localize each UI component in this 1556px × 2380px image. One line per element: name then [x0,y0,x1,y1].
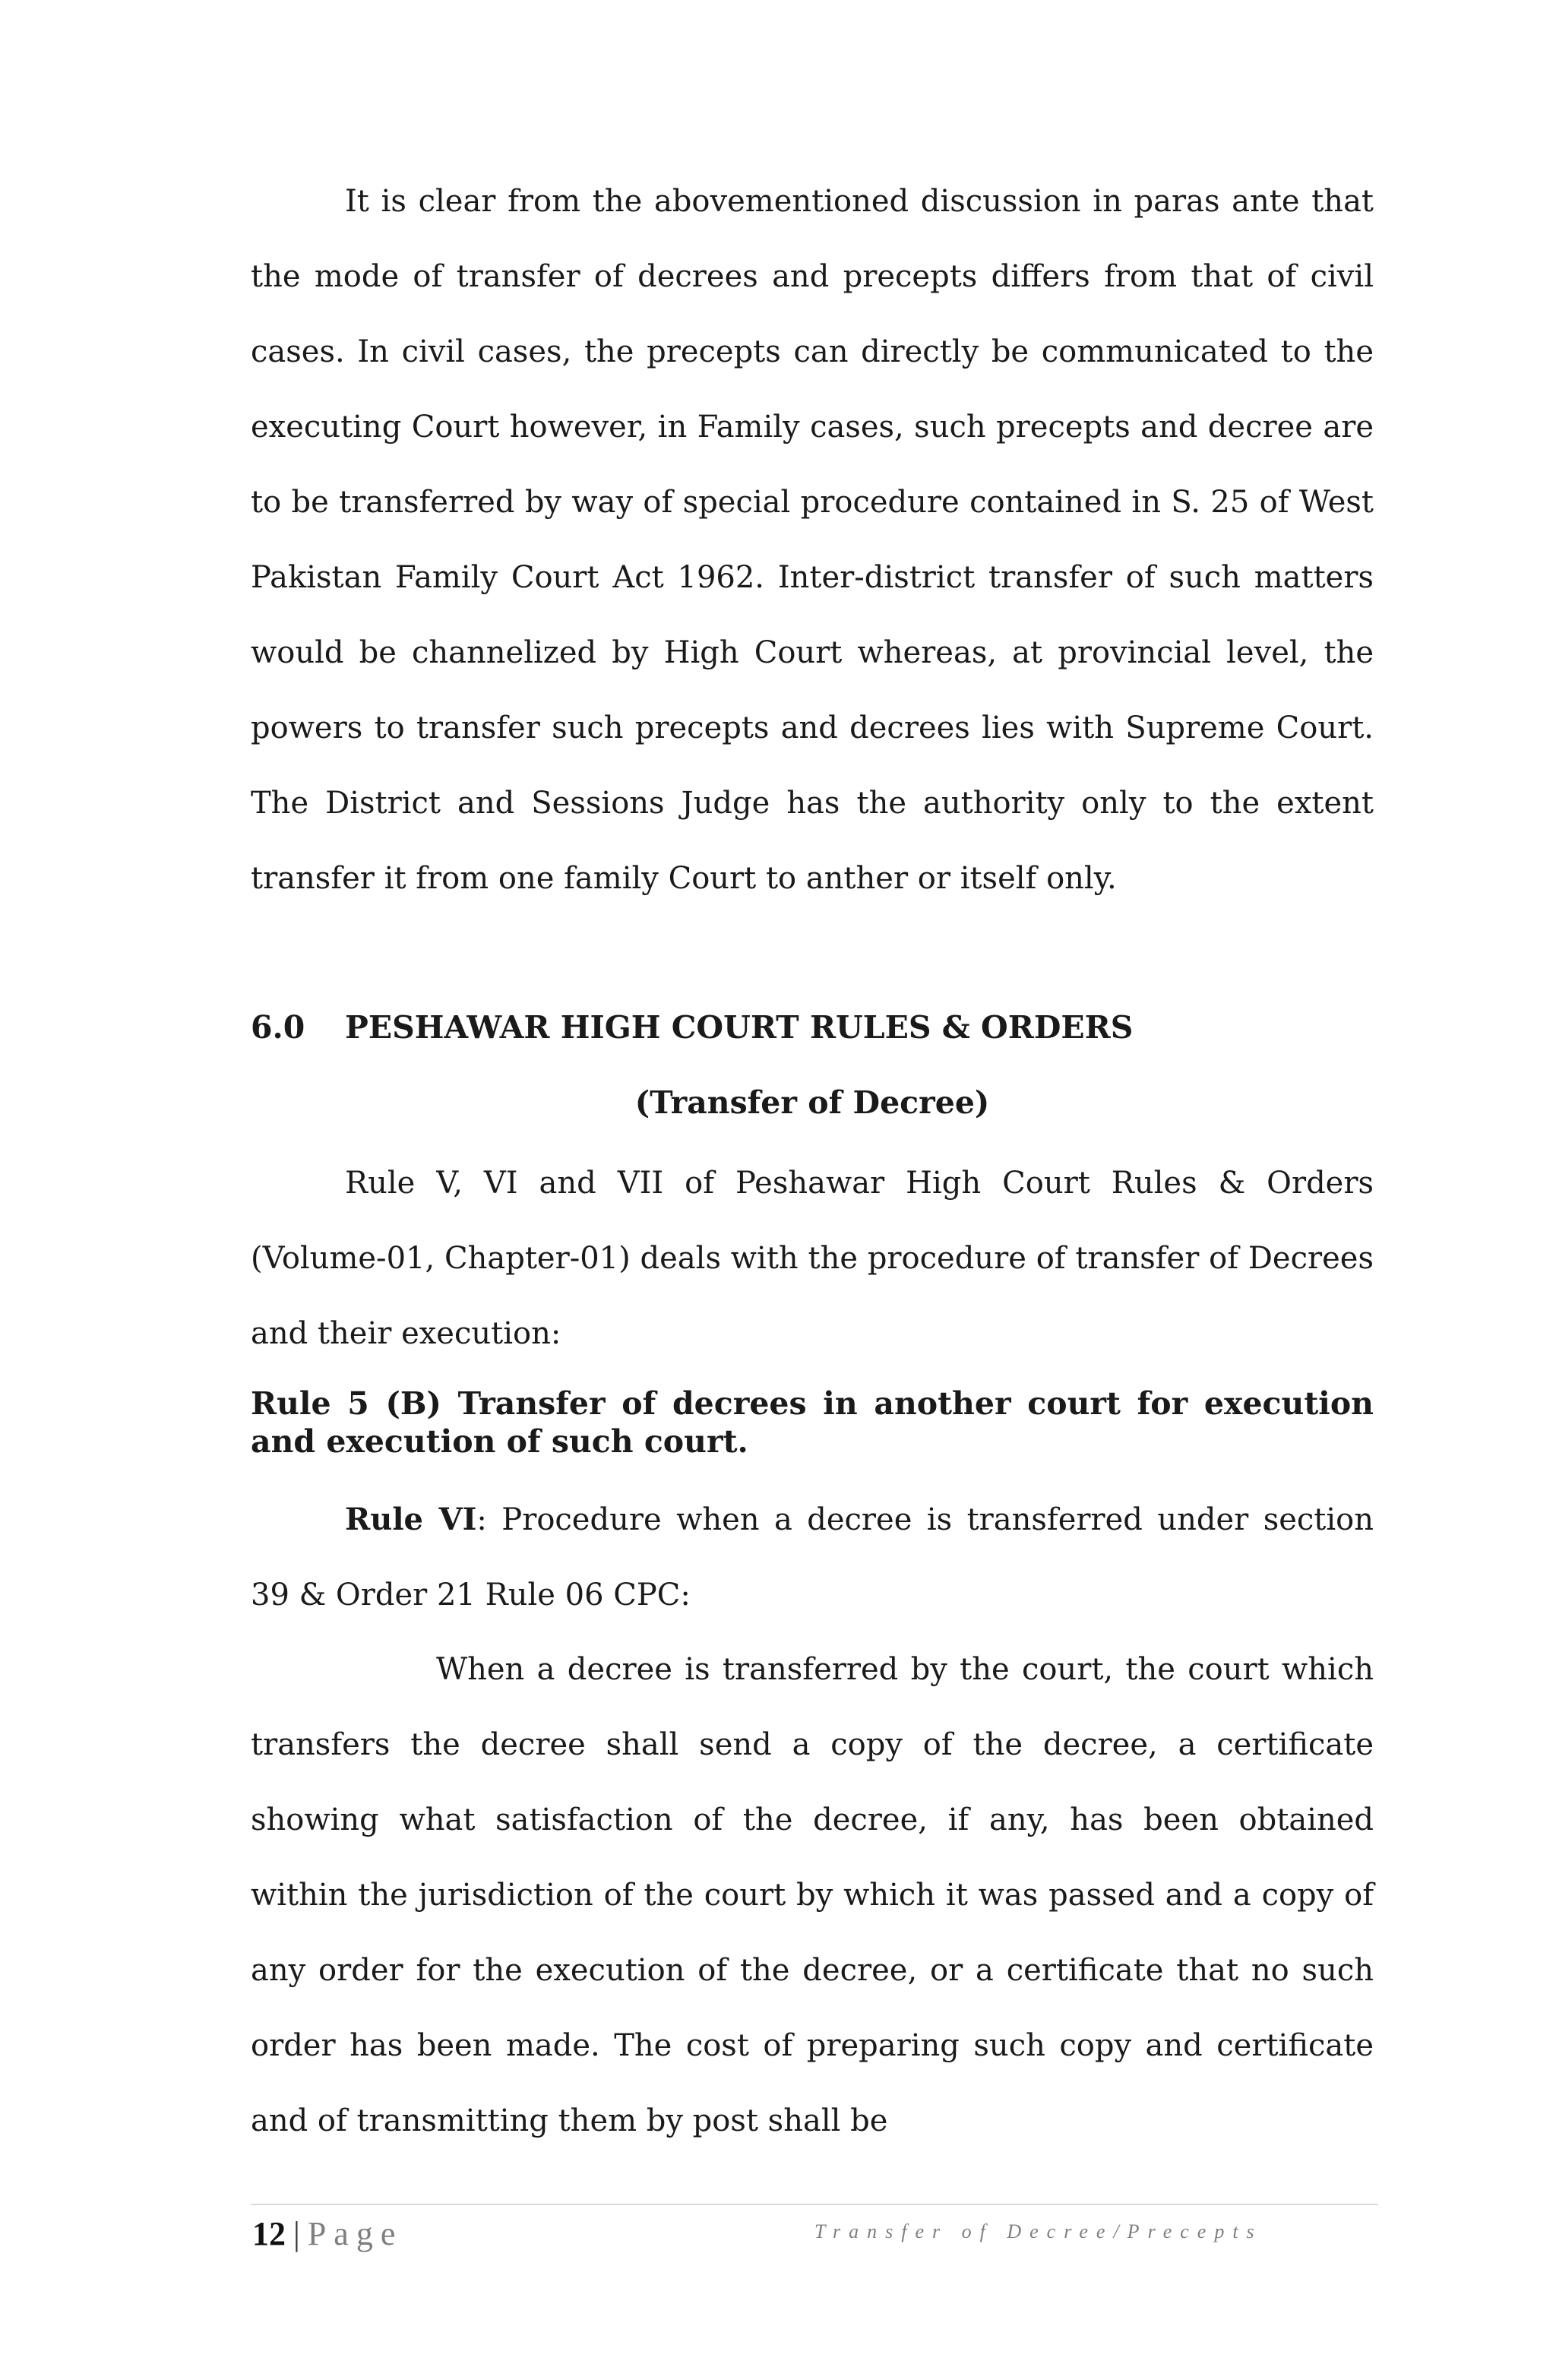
section-title: PESHAWAR HIGH COURT RULES & ORDERS [345,1009,1134,1046]
rule-5-heading: Rule 5 (B) Transfer of decrees in another court for execution and execution of such court. [251,1385,1374,1460]
footer-divider [251,2204,1378,2205]
paragraph-conclusion: It is clear from the abovementioned discussion in paras ante that the mode of transfer of decrees and precepts differs from that of civil cases. In civil cases, the precepts can directly be communicated to the executing Court however, in Family cases, such precepts and decree are to be transferred by way of special procedure contained in S. 25 of West Pakistan Family Court Act 1962. Inter-district transfer of such matters would be channelized by High Court whereas, at provincial level, the powers to transfer such precepts and decrees lies with Supreme Court. The District and Sessions Judge has the authority only to the extent transfer it from one family Court to anther or itself only. [251,184,1374,896]
footer-separator: | [293,2215,300,2252]
section-heading [251,997,1133,1058]
footer-page-label [252,2211,403,2257]
footer-running-title: Transfer of Decree/Precepts [814,2220,1263,2242]
paragraph-decree-transfer: When a decree is transferred by the court, the court which transfers the decree shall send a copy of the decree, a certificate showing what satisfaction of the decree, if any, has been obtained within the jurisdiction of the court by which it was passed and a copy of any order for the execution of the decree, or a certificate that no such order has been made. The cost of preparing such copy and certificate and of transmitting them by post shall be [251,1652,1374,2138]
section-subheading: (Transfer of Decree) [634,1084,990,1121]
paragraph-rule-6 [251,1482,1374,1633]
rule-6-label: Rule VI [345,1502,477,1537]
page-word: Page [307,2215,403,2252]
rule-6-text: : Procedure when a decree is transferred under section 39 & Order 21 Rule 06 CPC: [251,1502,1374,1613]
page-number: 12 [252,2215,286,2252]
paragraph-rules-intro: Rule V, VI and VII of Peshawar High Court Rules & Orders (Volume-01, Chapter-01) deals with the procedure of transfer of Decrees and their execution: [251,1166,1374,1351]
section-number: 6.0 [251,1009,305,1046]
